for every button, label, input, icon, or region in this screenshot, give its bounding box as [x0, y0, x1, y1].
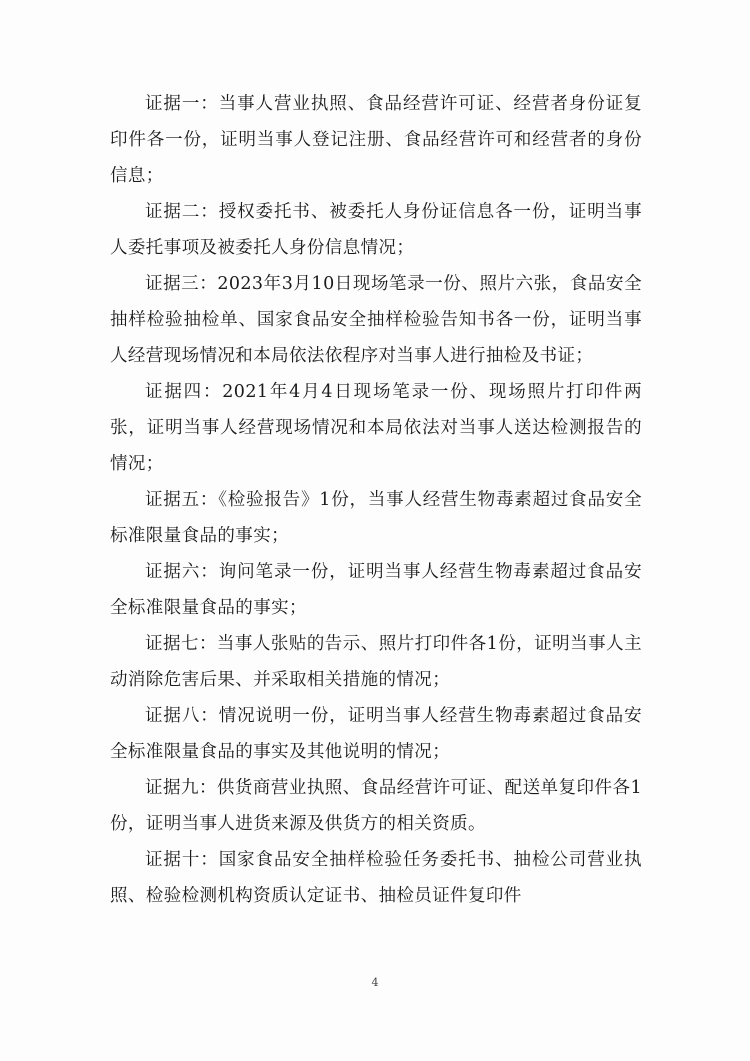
evidence-paragraph-4: 证据四：2021年4月4日现场笔录一份、现场照片打印件两张，证明当事人经营现场情况和本局依法对当事人送达检测报告的情况；	[110, 382, 642, 474]
evidence-paragraph-7: 证据七：当事人张贴的告示、照片打印件各1份，证明当事人主动消除危害后果、并采取相关措施的情况；	[110, 634, 642, 690]
document-body	[110, 86, 642, 914]
evidence-paragraph-8: 证据八：情况说明一份，证明当事人经营生物毒素超过食品安全标准限量食品的事实及其他说明的情况；	[110, 706, 642, 762]
evidence-paragraph-5: 证据五：《检验报告》1份，当事人经营生物毒素超过食品安全标准限量食品的事实；	[110, 490, 642, 546]
evidence-paragraph-1: 证据一：当事人营业执照、食品经营许可证、经营者身份证复印件各一份，证明当事人登记注册、食品经营许可和经营者的身份信息；	[110, 94, 642, 186]
evidence-paragraph-2: 证据二：授权委托书、被委托人身份证信息各一份，证明当事人委托事项及被委托人身份信息情况；	[110, 202, 642, 258]
evidence-paragraph-10: 证据十：国家食品安全抽样检验任务委托书、抽检公司营业执照、检验检测机构资质认定证书、抽检员证件复印件	[110, 850, 642, 906]
evidence-paragraph-3: 证据三：2023年3月10日现场笔录一份、照片六张，食品安全抽样检验抽检单、国家食品安全抽样检验告知书各一份，证明当事人经营现场情况和本局依法依程序对当事人进行抽检及书证；	[110, 274, 642, 366]
evidence-paragraph-6: 证据六：询问笔录一份，证明当事人经营生物毒素超过食品安全标准限量食品的事实；	[110, 562, 642, 618]
evidence-paragraph-9: 证据九：供货商营业执照、食品经营许可证、配送单复印件各1份，证明当事人进货来源及供货方的相关资质。	[110, 778, 642, 834]
page-number: 4	[371, 976, 379, 989]
